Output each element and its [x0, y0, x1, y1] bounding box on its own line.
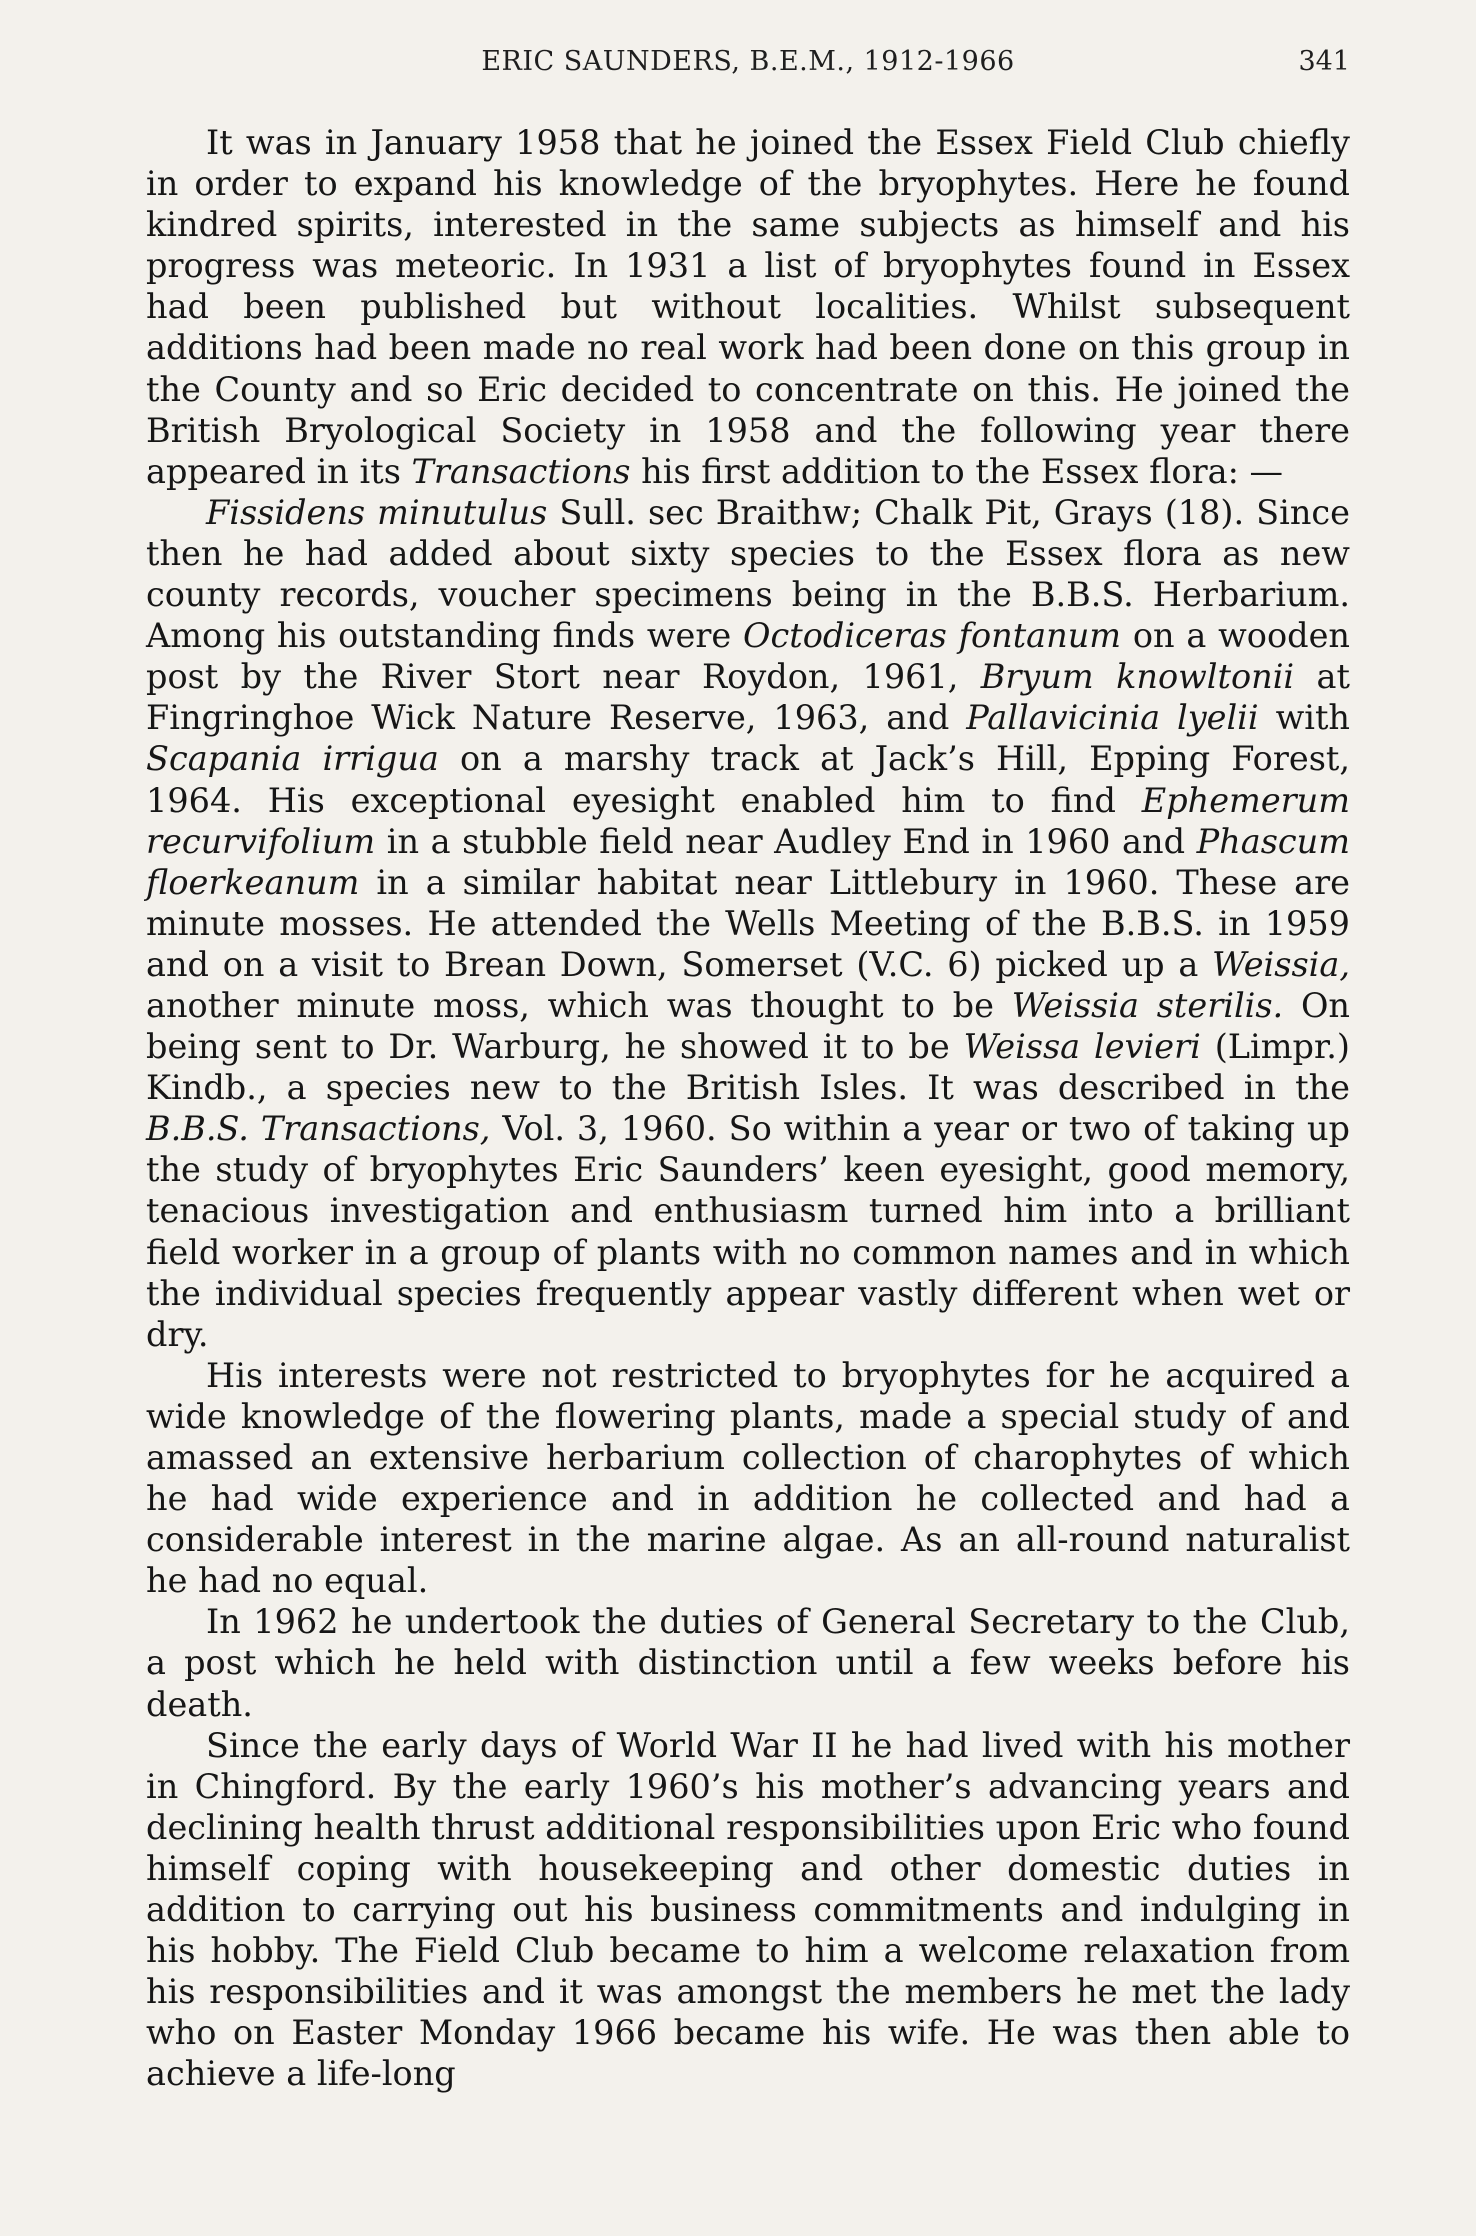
paragraph-3: His interests were not restricted to bryophytes for he acquired a wide knowledge of the flowering plants, made a special study of and amassed an extensive herbarium collection of charophytes of which he had wide experience and in addition he collected and had a considerable interest in the marine algae. As an all-round naturalist he had no equal. [146, 1355, 1350, 1601]
paragraph-2-text-3: at Fingringhoe Wick Nature Reserve, 1963, and [146, 657, 1350, 738]
paragraph-5: Since the early days of World War II he had lived with his mother in Chingford. By the early 1960’s his mother’s advancing years and declining health thrust additional responsibilities upon Eric who found himself coping with housekeeping and other domestic duties in addition to carrying out his business commitments and indulging in his hobby. The Field Club became to him a welcome relaxation from his responsibilities and it was amongst the members he met the lady who on Easter Monday 1966 became his wife. He was then able to achieve a life-long [146, 1725, 1350, 2094]
paragraph-2-text-4: with [1258, 698, 1351, 738]
paragraph-1-text-1: It was in January 1958 that he joined the Essex Field Club chiefly in order to expand his knowledge of the bryophytes. Here he found kindred spirits, interested in the same subjects as himself and his progress was meteoric. In 1931 a list of bryophytes found in Essex had been published but without localities. Whilst subsequent additions had been made no real work had been done on this group in the County and so Eric decided to concentrate on this. He joined the British Bryological Society in 1958 and the following year there appeared in its [146, 123, 1350, 491]
page-number: 341 [1298, 46, 1350, 77]
paragraph-2-text-6: in a stubble field near Audley End in 1960 and [375, 821, 1197, 861]
paragraph-2-italic-4: Pallavicinia lyelii [966, 698, 1259, 738]
paragraph-1-italic-1: Transactions [411, 451, 631, 491]
paragraph-2-italic-3: Bryum knowltonii [980, 657, 1295, 697]
paragraph-2-text-5: on a marshy track at Jack’s Hill, Epping Forest, 1964. His exceptional eyesight enabled him to find [146, 739, 1350, 820]
paragraph-2-text-11: Vol. 3, 1960. So within a year or two of taking up the study of bryophytes Eric Saunders’ keen eyesight, good memory, tenacious investigation and enthusiasm turned him into a brilliant field worker in a group of plants with no common names and in which the individual species frequently appear vastly different when wet or dry. [146, 1109, 1350, 1354]
running-title: ERIC SAUNDERS, B.E.M., 1912-1966 [481, 46, 1015, 77]
paragraph-2-text-9: On being sent to Dr. Warburg, he showed it to be [146, 985, 1350, 1067]
paragraph-1-text-2: his first addition to the Essex flora: — [630, 451, 1284, 491]
paragraph-1 [146, 122, 1350, 492]
paragraph-2-text-2: on a wooden post by the River Stort near Roydon, 1961, [146, 616, 1350, 697]
paragraph-2 [146, 492, 1350, 1355]
paragraph-2-italic-10: Weissa levieri [963, 1027, 1201, 1067]
paragraph-2-italic-11: B.B.S. Transactions, [146, 1109, 491, 1149]
paragraph-2-text-1: Sull. sec Braithw; Chalk Pit, Grays (18). Since then he had added about sixty species to the Essex flora as new county records, voucher specimens being in the B.B.S. Herbarium. Among his outstanding finds were [146, 492, 1350, 656]
paragraph-2-italic-2: Octodiceras fontanum [743, 616, 1122, 656]
paragraph-2-italic-7: Phascum floerkeanum [146, 821, 1350, 902]
paragraph-4: In 1962 he undertook the duties of General Secretary to the Club, a post which he held with distinction until a few weeks before his death. [146, 1602, 1350, 1724]
paragraph-2-italic-5: Scapania irrigua [146, 739, 439, 779]
paragraph-2-text-10: (Limpr.) Kindb., a species new to the British Isles. It was described in the [146, 1027, 1350, 1108]
paragraph-2-italic-6: Ephemerum recurvifolium [146, 780, 1350, 861]
body-text [146, 122, 1350, 2095]
paragraph-2-italic-8: Weissia, [1212, 944, 1350, 984]
running-header [146, 46, 1350, 86]
paragraph-2-text-7: in a similar habitat near Littlebury in 1960. These are minute mosses. He attended the Wells Meeting of the B.B.S. in 1959 and on a visit to Brean Down, Somerset (V.C. 6) picked up a [146, 862, 1350, 984]
paragraph-2-text-8: another minute moss, which was thought to be [146, 985, 1012, 1025]
paragraph-2-italic-1: Fissidens minutulus [206, 492, 548, 532]
paragraph-2-italic-9: Weissia sterilis. [1011, 985, 1284, 1025]
